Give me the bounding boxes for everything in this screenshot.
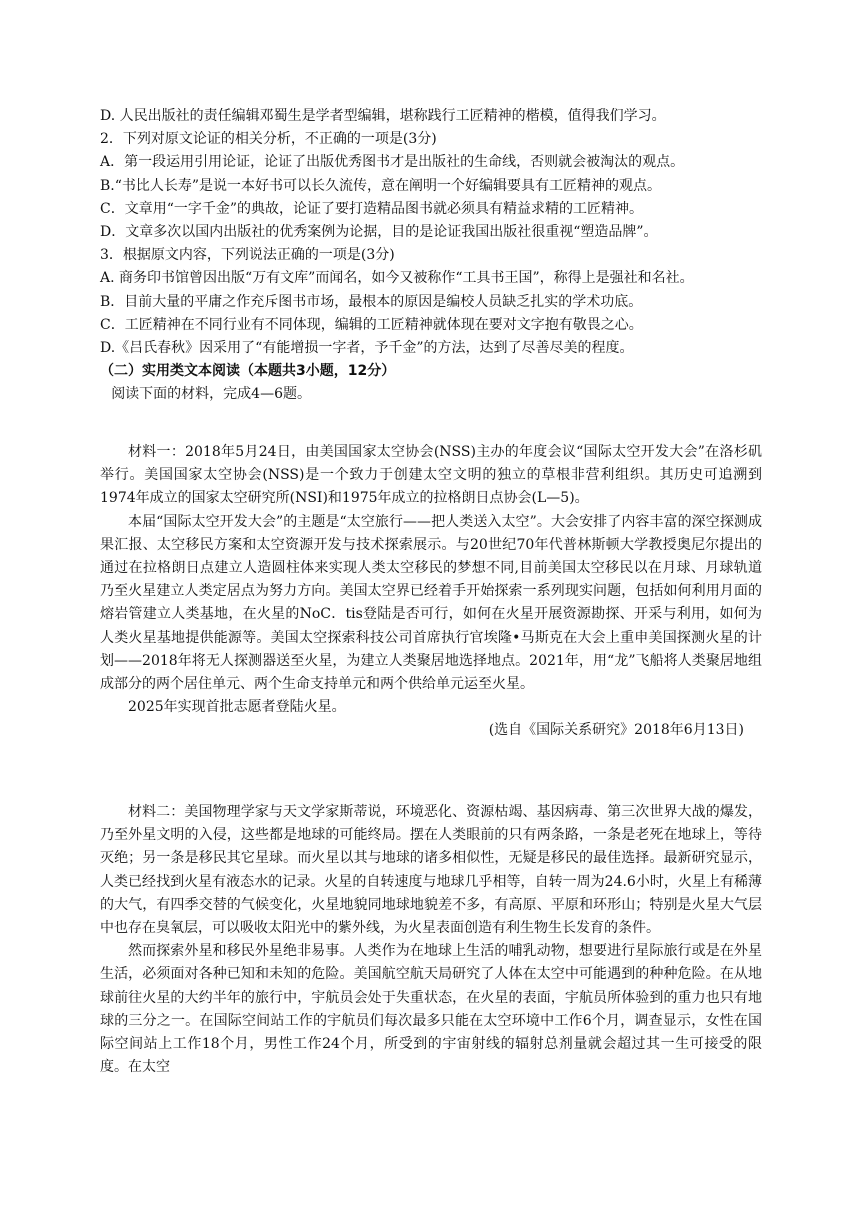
material-one bbox=[100, 441, 762, 743]
material1-paragraph: 2025年实现首批志愿者登陆火星。 bbox=[128, 699, 346, 716]
q3-stem: 3．根据原文内容，下列说法正确的一项是(3分) bbox=[100, 247, 395, 264]
q1-option-d: D. 人民出版社的责任编辑邓蜀生是学者型编辑，堪称践行工匠精神的楷模，值得我们学习。 bbox=[100, 108, 666, 124]
q2-stem: 2．下列对原文论证的相关分析，不正确的一项是(3分) bbox=[100, 131, 437, 148]
material1-source: (选自《国际关系研究》2018年6月13日) bbox=[488, 722, 744, 739]
material1-paragraph: 材料一：2018年5月24日，由美国国家太空协会(NSS)主办的年度会议“国际太空开发大会”在洛杉矶举行。美国国家太空协会(NSS)是一个致力于创建太空文明的独立的草根非营利组织。其历史可追溯到1974年成立的国家太空研究所(NSI)和1975年成立的拉格朗日点协会(L—5)。 bbox=[100, 444, 762, 507]
q3-option-b: B．目前大量的平庸之作充斥图书市场，最根本的原因是编校人员缺乏扎实的学术功底。 bbox=[100, 293, 643, 310]
material2-paragraph: 材料二：美国物理学家与天文学家斯蒂说，环境恶化、资源枯竭、基因病毒、第三次世界大战的爆发，乃至外星文明的入侵，这些都是地球的可能终局。摆在人类眼前的只有两条路，一条是老死在地球上，等待灭绝；另一条是移民其它星球。而火星以其与地球的诸多相似性，无疑是移民的最佳选择。最新研究显示，人类已经找到火星有液态水的记录。火星的自转速度与地球几乎相等，自转一周为24.6小时，火星上有稀薄的大气，有四季交替的气候变化，火星地貌同地球地貌差不多，有高原、平原和环形山；特别是火星大气层中也存在臭氧层，可以吸收太阳光中的紫外线，为火星表面创造有利生物生长发育的条件。 bbox=[100, 804, 762, 937]
q2-option-a: A．第一段运用引用论证，论证了出版优秀图书才是出版社的生命线，否则就会被淘汰的观点。 bbox=[100, 154, 685, 171]
q3-option-c: C．工匠精神在不同行业有不同体现，编辑的工匠精神就体现在要对文字抱有敬畏之心。 bbox=[100, 316, 643, 333]
q3-option-a: A. 商务印书馆曾因出版“万有文库”而闻名，如今又被称作“工具书王国”，称得上是强社和名社。 bbox=[100, 270, 694, 287]
material-two bbox=[100, 801, 762, 1079]
q2-option-d: D．文章多次以国内出版社的优秀案例为论据，目的是论证我国出版社很重视“塑造品牌”。 bbox=[100, 224, 658, 241]
q2-option-b: B.“书比人长寿”是说一本好书可以长久流传，意在阐明一个好编辑要具有工匠精神的观点。 bbox=[100, 177, 662, 194]
section-instruction: 阅读下面的材料，完成4—6题。 bbox=[111, 386, 312, 403]
questions-section bbox=[100, 105, 762, 407]
material2-paragraph: 然而探索外星和移民外星绝非易事。人类作为在地球上生活的哺乳动物，想要进行星际旅行或是在外星生活，必须面对各种已知和未知的危险。美国航空航天局研究了人体在太空中可能遇到的种种危险。在从地球前往火星的大约半年的旅行中，宇航员会处于失重状态，在火星的表面，宇航员所体验到的重力也只有地球的三分之一。在国际空间站工作的宇航员们每次最多只能在太空环境中工作6个月，调查显示，女性在国际空间站上工作18个月，男性工作24个月，所受到的宇宙射线的辐射总剂量就会超过其一生可接受的限度。在太空 bbox=[100, 943, 762, 1076]
q3-option-d: D.《吕氏春秋》因采用了“有能增损一字者，予千金”的方法，达到了尽善尽美的程度。 bbox=[100, 340, 634, 357]
material1-paragraph: 本届“国际太空开发大会”的主题是“太空旅行——把人类送入太空”。大会安排了内容丰富的深空探测成果汇报、太空移民方案和太空资源开发与技术探索展示。与20世纪70年代普林斯顿大学教授奥尼尔提出的通过在拉格朗日点建立人造圆柱体来实现人类太空移民的梦想不同,目前美国太空移民以在月球、月球轨道乃至火星建立人类定居点为努力方向。美国太空界已经着手开始探索一系列现实问题，包括如何利用月面的熔岩管建立人类基地，在火星的NoC．tis登陆是否可行，如何在火星开展资源勘探、开采与利用，如何为人类火星基地提供能源等。美国太空探索科技公司首席执行官埃隆•马斯克在大会上重申美国探测火星的计划——2018年将无人探测器送至火星，为建立人类聚居地选择地点。2021年，用“龙”飞船将人类聚居地组成部分的两个居住单元、两个生命支持单元和两个供给单元运至火星。 bbox=[100, 513, 762, 693]
q2-option-c: C．文章用“一字千金”的典故，论证了要打造精品图书就必须具有精益求精的工匠精神。 bbox=[100, 200, 644, 217]
section-title: （二）实用类文本阅读（本题共3小题，12分） bbox=[100, 363, 396, 380]
